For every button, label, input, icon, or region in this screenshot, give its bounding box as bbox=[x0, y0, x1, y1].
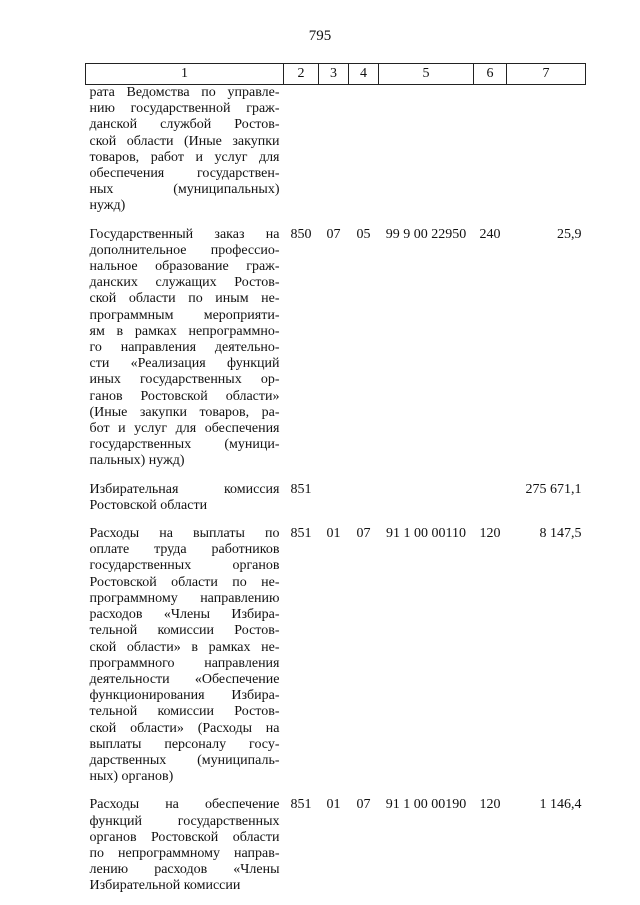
amount-value: 25,9 bbox=[557, 226, 582, 242]
budget-table bbox=[85, 63, 586, 895]
description-line: пальных) нужд) bbox=[89, 453, 185, 469]
ministry-code: 851 bbox=[290, 526, 312, 542]
expense-type-code bbox=[474, 470, 507, 514]
description-line: иных государственных ор- bbox=[89, 372, 280, 388]
subsection-code: 05 bbox=[356, 226, 371, 242]
description-line: товаров, работ и услуг для bbox=[89, 149, 280, 165]
description-line: (Иные закупки товаров, ра- bbox=[89, 404, 280, 420]
description-line: бот и услуг для обеспечения bbox=[89, 421, 280, 437]
description-line: нужд) bbox=[89, 198, 126, 214]
row-description bbox=[86, 785, 284, 894]
description-line: дополнительное профессио- bbox=[89, 242, 280, 258]
description-line: программному направлению bbox=[89, 590, 280, 606]
description-line: государственных (муници- bbox=[89, 437, 280, 453]
description-line: нию государственной граж- bbox=[89, 101, 280, 117]
expense-type-code: 120 bbox=[479, 526, 501, 542]
amount-value bbox=[507, 85, 586, 215]
column-header: 2 bbox=[284, 64, 319, 85]
description-line: тельной комиссии Ростов- bbox=[89, 704, 280, 720]
description-line: обеспечения государствен- bbox=[89, 166, 280, 182]
section-code bbox=[319, 85, 349, 215]
section-code bbox=[319, 470, 349, 514]
description-line: сти «Реализация функций bbox=[89, 356, 280, 372]
table-row bbox=[86, 470, 586, 514]
description-line: ской области» в рамках не- bbox=[89, 639, 280, 655]
page-number: 795 bbox=[308, 28, 332, 44]
description-line: го направления деятельно- bbox=[89, 340, 280, 356]
table-row bbox=[86, 215, 586, 470]
row-description bbox=[86, 514, 284, 785]
ministry-code: 851 bbox=[290, 481, 312, 497]
description-line: данской службой Ростов- bbox=[89, 117, 280, 133]
target-article-code: 99 9 00 22950 bbox=[385, 226, 467, 242]
description-line: программного направления bbox=[89, 655, 280, 671]
description-line: ных) органов) bbox=[89, 769, 174, 785]
description-line: функционирования Избира- bbox=[89, 688, 280, 704]
description-line: ской области» (Расходы на bbox=[89, 720, 280, 736]
subsection-code: 07 bbox=[356, 797, 371, 813]
description-line: рата Ведомства по управле- bbox=[89, 85, 280, 100]
description-line: функций государственных bbox=[89, 813, 280, 829]
description-line: ям в рамках непрограммно- bbox=[89, 323, 280, 339]
description-line: Ростовской области по не- bbox=[89, 574, 280, 590]
table-body bbox=[86, 85, 586, 895]
description-line: Расходы на обеспечение bbox=[89, 797, 280, 813]
table-header-row bbox=[86, 64, 586, 85]
description-line: тельной комиссии Ростов- bbox=[89, 623, 280, 639]
column-header: 7 bbox=[507, 64, 586, 85]
description-line: Государственный заказ на bbox=[89, 226, 280, 242]
section-code: 07 bbox=[326, 226, 341, 242]
amount-value: 1 146,4 bbox=[539, 797, 582, 813]
description-line: Ростовской области bbox=[89, 497, 208, 513]
description-line: ской области (Иные закупки bbox=[89, 133, 280, 149]
subsection-code: 07 bbox=[356, 526, 371, 542]
description-line: деятельности «Обеспечение bbox=[89, 671, 280, 687]
section-code: 01 bbox=[326, 526, 341, 542]
target-article-code bbox=[379, 85, 474, 215]
subsection-code bbox=[349, 470, 379, 514]
row-description bbox=[86, 470, 284, 514]
ministry-code: 851 bbox=[290, 797, 312, 813]
description-line: ганов Ростовской области» bbox=[89, 388, 280, 404]
amount-value: 275 671,1 bbox=[525, 481, 582, 497]
description-line: выплаты персоналу госу- bbox=[89, 736, 280, 752]
target-article-code: 91 1 00 00190 bbox=[385, 797, 467, 813]
expense-type-code: 240 bbox=[479, 226, 501, 242]
subsection-code bbox=[349, 85, 379, 215]
row-description bbox=[86, 85, 284, 215]
description-line: Избирательной комиссии bbox=[89, 878, 241, 894]
description-line: программным мероприяти- bbox=[89, 307, 280, 323]
description-line: государственных органов bbox=[89, 558, 280, 574]
ministry-code bbox=[284, 85, 319, 215]
table-row bbox=[86, 785, 586, 894]
column-header: 5 bbox=[379, 64, 474, 85]
description-line: дарственных (муниципаль- bbox=[89, 752, 280, 768]
target-article-code: 91 1 00 00110 bbox=[386, 526, 466, 542]
column-header: 1 bbox=[86, 64, 284, 85]
description-line: расходов «Члены Избира- bbox=[89, 607, 280, 623]
section-code: 01 bbox=[326, 797, 341, 813]
column-header: 4 bbox=[349, 64, 379, 85]
description-line: по непрограммному направ- bbox=[89, 845, 280, 861]
amount-value: 8 147,5 bbox=[539, 526, 582, 542]
description-line: оплате труда работников bbox=[89, 542, 280, 558]
description-line: данских служащих Ростов- bbox=[89, 275, 280, 291]
target-article-code bbox=[379, 470, 474, 514]
description-line: Расходы на выплаты по bbox=[89, 526, 280, 542]
description-line: нальное образование граж- bbox=[89, 259, 280, 275]
table-row bbox=[86, 85, 586, 215]
table-row bbox=[86, 514, 586, 785]
ministry-code: 850 bbox=[290, 226, 312, 242]
row-description bbox=[86, 215, 284, 470]
expense-type-code: 120 bbox=[479, 797, 501, 813]
column-header: 6 bbox=[474, 64, 507, 85]
description-line: органов Ростовской области bbox=[89, 829, 280, 845]
description-line: ской области по иным не- bbox=[89, 291, 280, 307]
expense-type-code bbox=[474, 85, 507, 215]
description-line: Избирательная комиссия bbox=[89, 481, 280, 497]
description-line: ных (муниципальных) bbox=[89, 182, 280, 198]
description-line: лению расходов «Члены bbox=[89, 862, 280, 878]
column-header: 3 bbox=[319, 64, 349, 85]
